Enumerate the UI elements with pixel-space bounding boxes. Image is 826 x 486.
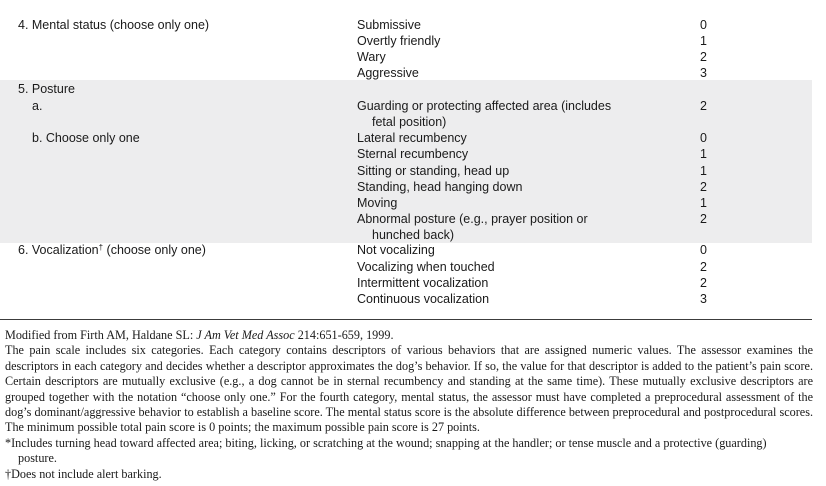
value-intermittent: 2 xyxy=(700,276,707,290)
value-guarding: 2 xyxy=(700,99,707,113)
footnote-dagger: †Does not include alert barking. xyxy=(5,466,162,481)
descriptor-wary: Wary xyxy=(357,50,386,64)
dagger-mark: † xyxy=(98,243,104,252)
source-note: Modified from Firth AM, Haldane SL: J Am Vet Med Assoc 214:651-659, 1999. xyxy=(5,328,394,342)
description-note: The pain scale includes six categories. Each category contains descriptors of various behaviors that are assigned numeric values. The assessor examines the descriptors in each category and decides whether a descriptor approximates the dog’s behavior. If so, the value for that descriptor is added to the patient’s pain score. Certain descriptors are mutually exclusive (e.g., a dog cannot be in sternal recumbency and standing at the same time). These mutually exclusive descriptors are grouped together with the notation “choose only one.” For the fourth category, mental status, the assessor must have completed a preprocedural assessment of the dog’s dominant/aggressive behavior to establish a baseline score. The mental status score is the absolute difference between preprocedural and postprocedural scores. The minimum possible total pain score is 0 points; the maximum possible pain score is 27 points. xyxy=(5,343,813,435)
descriptor-standing-head-down: Standing, head hanging down xyxy=(357,180,523,194)
descriptor-abnormal-posture: Abnormal posture (e.g., prayer position or xyxy=(357,212,588,226)
value-not-vocalizing: 0 xyxy=(700,243,707,257)
descriptor-continuous: Continuous vocalization xyxy=(357,292,490,306)
posture-sub-a: a. xyxy=(32,99,43,113)
journal-name: J Am Vet Med Assoc xyxy=(196,328,295,342)
category-vocalization: 6. Vocalization† (choose only one) xyxy=(18,243,206,257)
table-notes xyxy=(5,328,813,482)
category-posture: 5. Posture xyxy=(18,82,75,96)
table-bottom-rule xyxy=(0,319,812,320)
value-submissive: 0 xyxy=(700,18,707,32)
value-overtly-friendly: 1 xyxy=(700,34,707,48)
value-lateral-recumbency: 0 xyxy=(700,131,707,145)
descriptor-overtly-friendly: Overtly friendly xyxy=(357,34,441,48)
category-mental-status: 4. Mental status (choose only one) xyxy=(18,18,210,32)
value-standing-head-down: 2 xyxy=(700,180,707,194)
descriptor-submissive: Submissive xyxy=(357,18,421,32)
descriptor-vocalizing-touched: Vocalizing when touched xyxy=(357,260,495,274)
posture-sub-b: b. Choose only one xyxy=(32,131,140,145)
value-wary: 2 xyxy=(700,50,707,64)
descriptor-guarding: Guarding or protecting affected area (includes xyxy=(357,99,612,113)
value-moving: 1 xyxy=(700,196,707,210)
footnote-asterisk-cont: posture. xyxy=(18,451,57,466)
descriptor-not-vocalizing: Not vocalizing xyxy=(357,243,435,257)
descriptor-lateral-recumbency: Lateral recumbency xyxy=(357,131,467,145)
descriptor-sternal-recumbency: Sternal recumbency xyxy=(357,147,469,161)
descriptor-intermittent: Intermittent vocalization xyxy=(357,276,489,290)
value-abnormal-posture: 2 xyxy=(700,212,707,226)
footnote-asterisk: *Includes turning head toward affected area; biting, licking, or scratching at the wound; snapping at the handler; or tense muscle and a protective (guarding) xyxy=(5,435,767,450)
descriptor-sitting-standing: Sitting or standing, head up xyxy=(357,164,510,178)
descriptor-moving: Moving xyxy=(357,196,398,210)
value-sternal-recumbency: 1 xyxy=(700,147,707,161)
value-aggressive: 3 xyxy=(700,66,707,80)
value-continuous: 3 xyxy=(700,292,707,306)
descriptor-abnormal-posture-cont: hunched back) xyxy=(372,228,455,242)
descriptor-guarding-cont: fetal position) xyxy=(372,115,447,129)
descriptor-aggressive: Aggressive xyxy=(357,66,419,80)
value-vocalizing-touched: 2 xyxy=(700,260,707,274)
value-sitting-standing: 1 xyxy=(700,164,707,178)
